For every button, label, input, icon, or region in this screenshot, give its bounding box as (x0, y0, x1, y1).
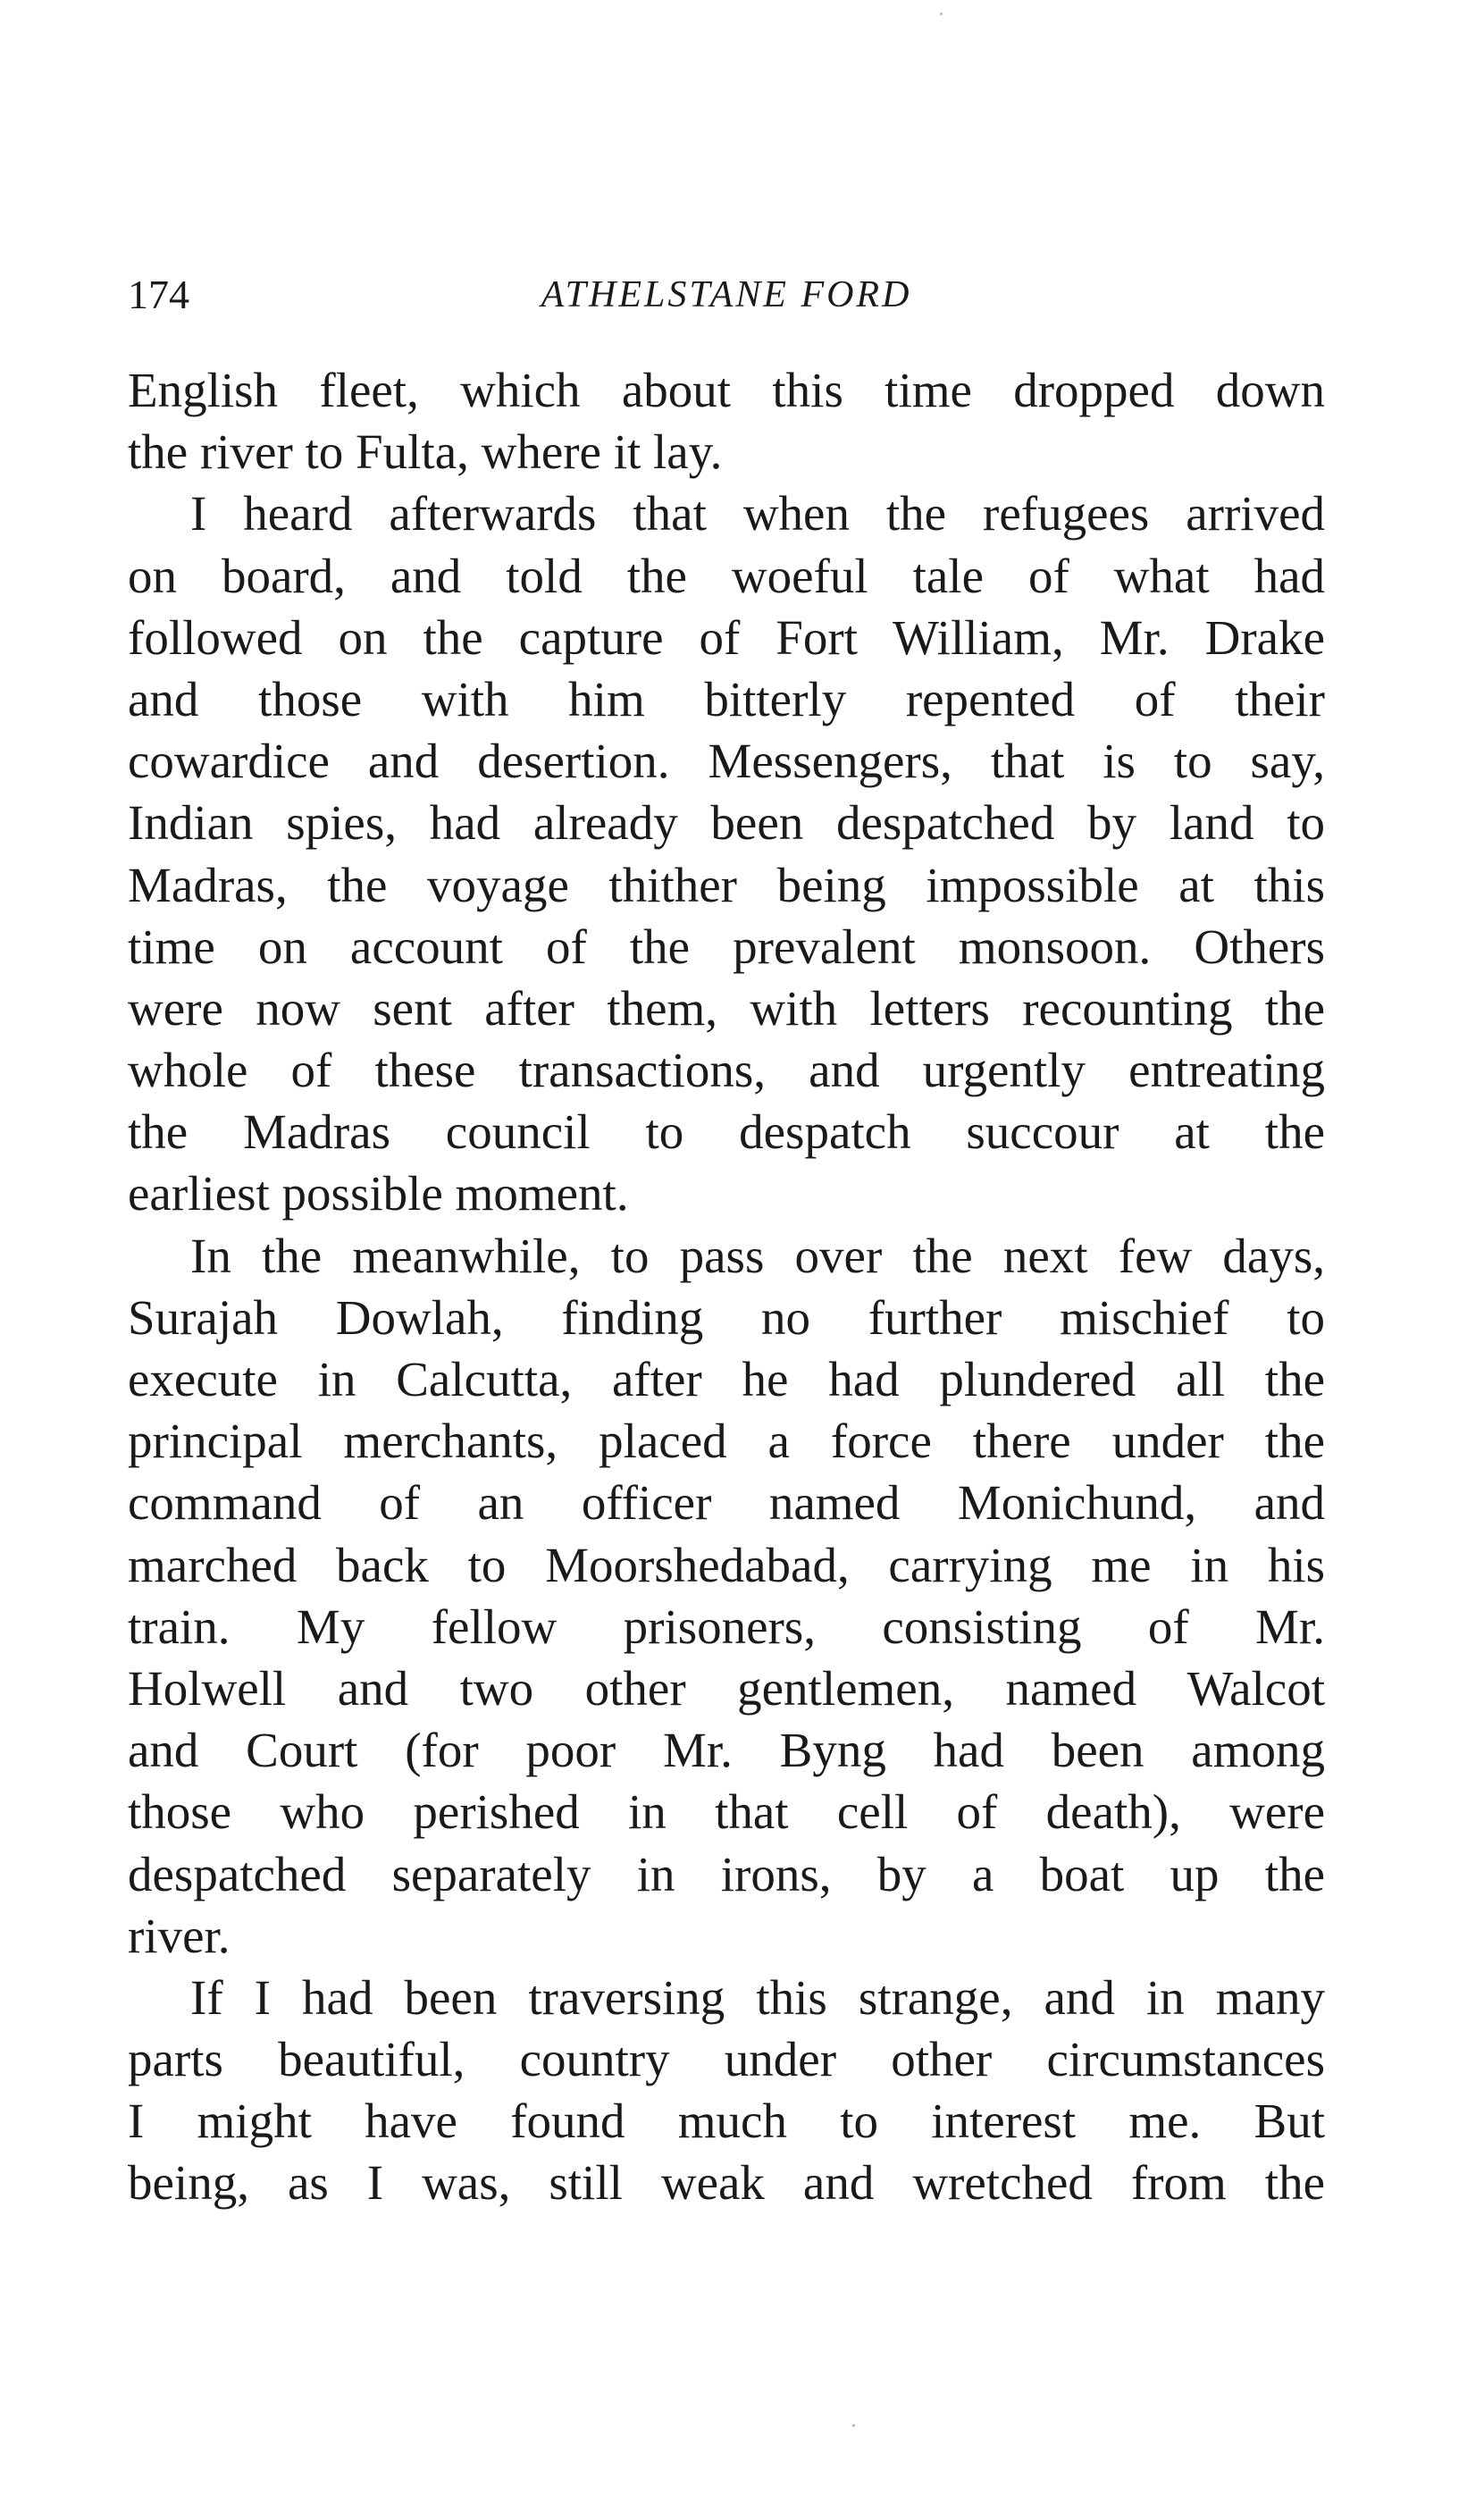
text-line: those who perished in that cell of death), were (128, 1784, 1325, 1840)
text-line: river. (128, 1908, 231, 1963)
text-line: principal merchants, placed a force there under the (128, 1414, 1325, 1469)
text-line: followed on the capture of Fort William, Mr. Drake (128, 609, 1325, 665)
text-line: Indian spies, had already been despatched by land to (128, 795, 1325, 851)
text-line: execute in Calcutta, after he had plundered all the (128, 1352, 1325, 1406)
text-line: Holwell and two other gentlemen, named Walcot (128, 1660, 1325, 1716)
text-line: parts beautiful, country under other circumstances (128, 2032, 1325, 2087)
text-line: marched back to Moorshedabad, carrying me in his (128, 1537, 1325, 1592)
text-line: command of an officer named Monichund, and (128, 1475, 1325, 1531)
text-line: and Court (for poor Mr. Byng had been among (128, 1723, 1325, 1778)
text-line: English fleet, which about this time dropped down (128, 363, 1325, 417)
text-line: were now sent after them, with letters recounting the (128, 980, 1325, 1036)
text-line: train. My fellow prisoners, consisting of Mr. (128, 1599, 1325, 1654)
text-line: If I had been traversing this strange, and in many (190, 1969, 1325, 2025)
text-line: the Madras council to despatch succour at the (128, 1104, 1325, 1160)
text-line: on board, and told the woeful tale of what had (128, 548, 1325, 603)
text-line: whole of these transactions, and urgently entreating (128, 1043, 1325, 1098)
text-line: earliest possible moment. (128, 1166, 629, 1221)
text-line: Madras, the voyage thither being impossible at this (128, 857, 1325, 912)
text-line: I heard afterwards that when the refugees arrived (190, 486, 1325, 541)
body-text (128, 359, 1325, 2214)
running-head (128, 268, 1325, 322)
book-title: ATHELSTANE FORD (541, 274, 912, 315)
page-number: 174 (128, 272, 189, 317)
text-line: the river to Fulta, where it lay. (128, 424, 723, 480)
text-line: time on account of the prevalent monsoon. Others (128, 919, 1325, 974)
paper-speck (940, 13, 943, 15)
text-line: I might have found much to interest me. But (128, 2094, 1325, 2149)
text-line: being, as I was, still weak and wretched from the (128, 2155, 1325, 2211)
text-line: and those with him bitterly repented of their (128, 671, 1325, 726)
text-line: despatched separately in irons, by a boat up the (128, 1846, 1325, 1901)
text-line: cowardice and desertion. Messengers, that is to say, (128, 734, 1325, 789)
text-line: Surajah Dowlah, finding no further mischief to (128, 1289, 1325, 1345)
text-line: In the meanwhile, to pass over the next few days, (190, 1228, 1325, 1283)
paper-speck (852, 2424, 855, 2427)
